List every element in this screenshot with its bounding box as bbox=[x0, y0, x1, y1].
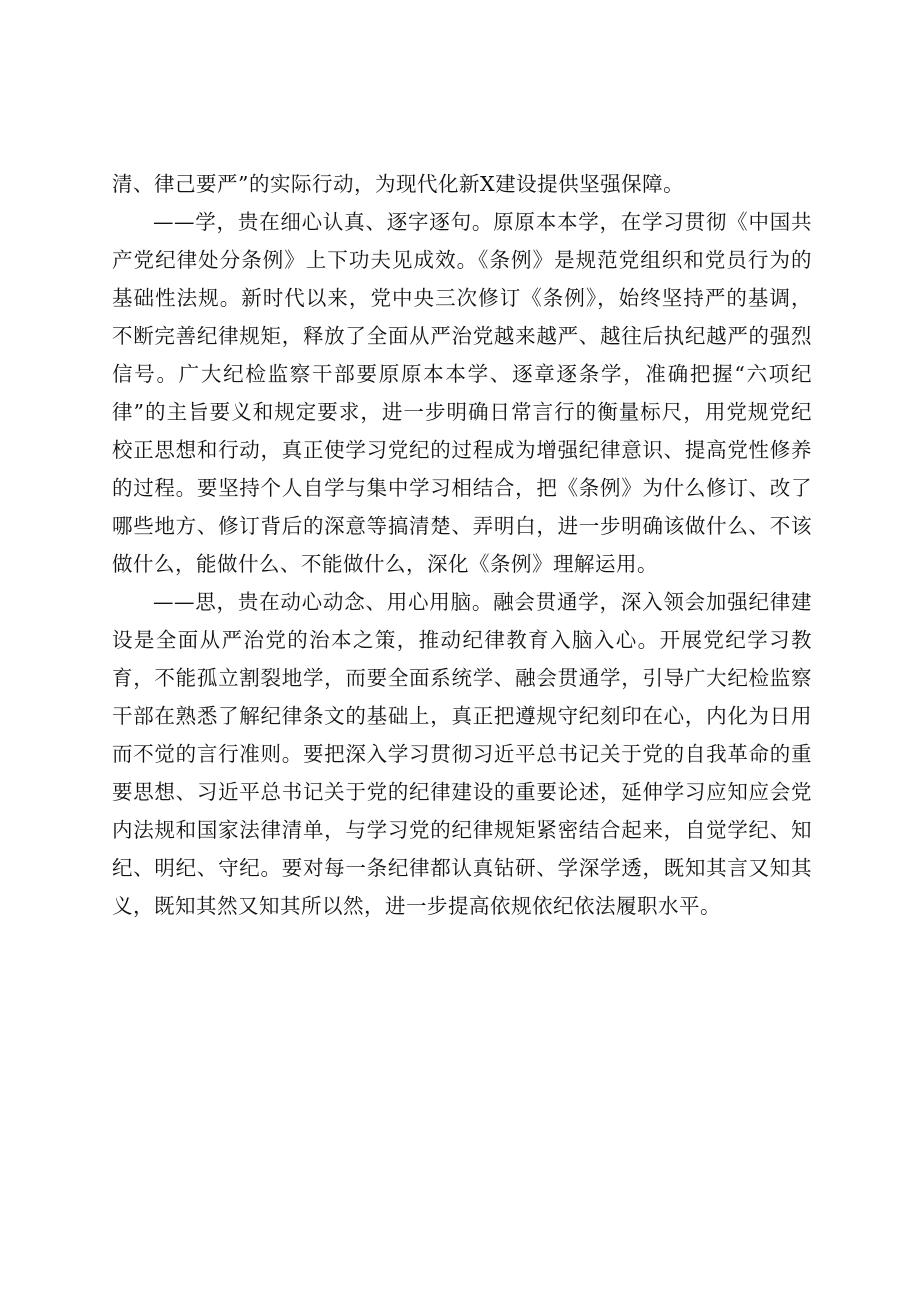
paragraph-study-carefully: ——学，贵在细心认真、逐字逐句。原原本本学，在学习贯彻《中国共产党纪律处分条例》上下功夫见成效。《条例》是规范党组织和党员行为的基础性法规。新时代以来，党中央三次修订《条例》，始终坚持严的基调，不断完善纪律规矩，释放了全面从严治党越来越严、越往后执纪越严的强烈信号。广大纪检监察干部要原原本本学、逐章逐条学，准确把握“六项纪律”的主旨要义和规定要求，进一步明确日常言行的衡量标尺，用党规党纪校正思想和行动，真正使学习党纪的过程成为增强纪律意识、提高党性修养的过程。要坚持个人自学与集中学习相结合，把《条例》为什么修订、改了哪些地方、修订背后的深意等搞清楚、弄明白，进一步明确该做什么、不该做什么，能做什么、不能做什么，深化《条例》理解运用。 bbox=[112, 210, 812, 576]
paragraph-continuation: 清、律己要严”的实际行动，为现代化新X建设提供坚强保障。 bbox=[112, 172, 685, 196]
paragraph-think-deeply: ——思，贵在动心动念、用心用脑。融会贯通学，深入领会加强纪律建设是全面从严治党的治本之策，推动纪律教育入脑入心。开展党纪学习教育，不能孤立割裂地学，而要全面系统学、融会贯通学，引导广大纪检监察干部在熟悉了解纪律条文的基础上，真正把遵规守纪刻印在心，内化为日用而不觉的言行准则。要把深入学习贯彻习近平总书记关于党的自我革命的重要思想、习近平总书记关于党的纪律建设的重要论述，延伸学习应知应会党内法规和国家法律清单，与学习党的纪律规矩紧密结合起来，自觉学纪、知纪、明纪、守纪。要对每一条纪律都认真钻研、学深学透，既知其言又知其义，既知其然又知其所以然，进一步提高依规依纪依法履职水平。 bbox=[112, 590, 812, 918]
document-body bbox=[112, 165, 812, 925]
